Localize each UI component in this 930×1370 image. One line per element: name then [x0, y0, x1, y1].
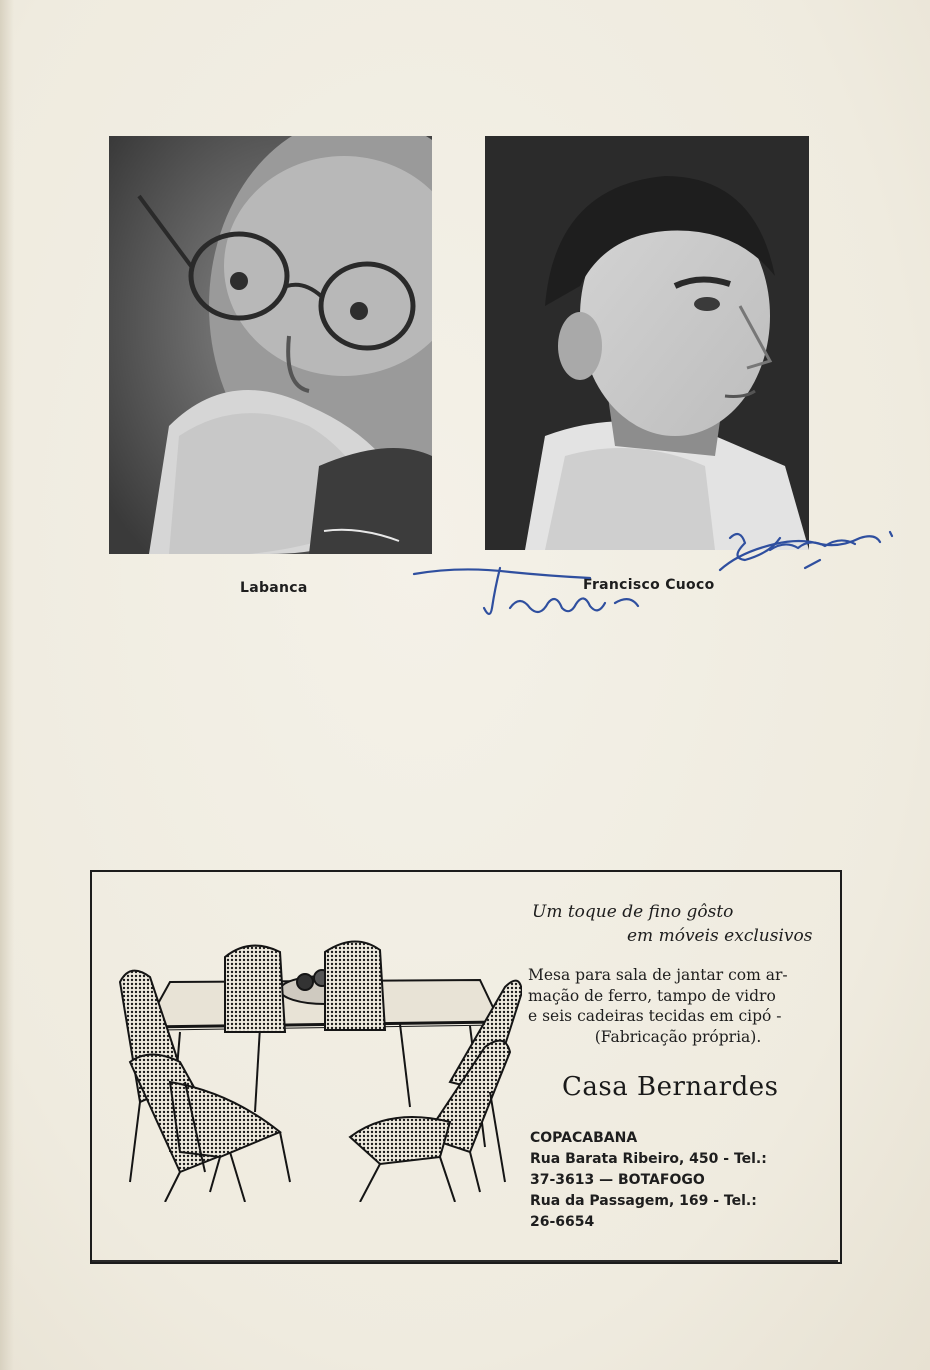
- portrait-photo-bearded-man-glasses-icon: [109, 136, 432, 554]
- ad-bottom-rule: [92, 1260, 838, 1262]
- caption-francisco-cuoco: Francisco Cuoco: [583, 577, 715, 593]
- dining-table-chairs-illustration-icon: [110, 902, 522, 1202]
- ad-address-line: COPACABANA: [530, 1130, 638, 1146]
- ad-tagline-line2: em móveis exclusivos: [627, 926, 813, 946]
- handwritten-signature-icon: [400, 508, 910, 638]
- ad-description-line: Mesa para sala de jantar com ar-: [528, 966, 788, 984]
- ad-description-line: e seis cadeiras tecidas em cipó -: [528, 1007, 782, 1025]
- ad-address-line: 37-3613 — BOTAFOGO: [530, 1172, 705, 1188]
- ad-tagline-line1: Um toque de fino gôsto: [532, 902, 734, 922]
- furniture-advertisement: [90, 870, 842, 1264]
- ad-brand-name: Casa Bernardes: [562, 1072, 779, 1102]
- ad-description-line: (Fabricação própria).: [594, 1027, 762, 1046]
- portrait-photo-francisco-cuoco: [485, 136, 809, 550]
- caption-labanca: Labanca: [240, 580, 308, 596]
- portrait-photo-young-man-icon: [485, 136, 809, 550]
- ad-address-line: Rua da Passagem, 169 - Tel.:: [530, 1193, 757, 1209]
- ad-address-line: 26-6654: [530, 1214, 595, 1230]
- ad-description-line: mação de ferro, tampo de vidro: [528, 986, 776, 1005]
- page-binding-shadow: [0, 0, 14, 1370]
- portrait-photo-labanca: [109, 136, 432, 554]
- ad-address-line: Rua Barata Ribeiro, 450 - Tel.:: [530, 1151, 767, 1167]
- ad-address: [530, 1128, 830, 1233]
- ad-description: [528, 965, 828, 1047]
